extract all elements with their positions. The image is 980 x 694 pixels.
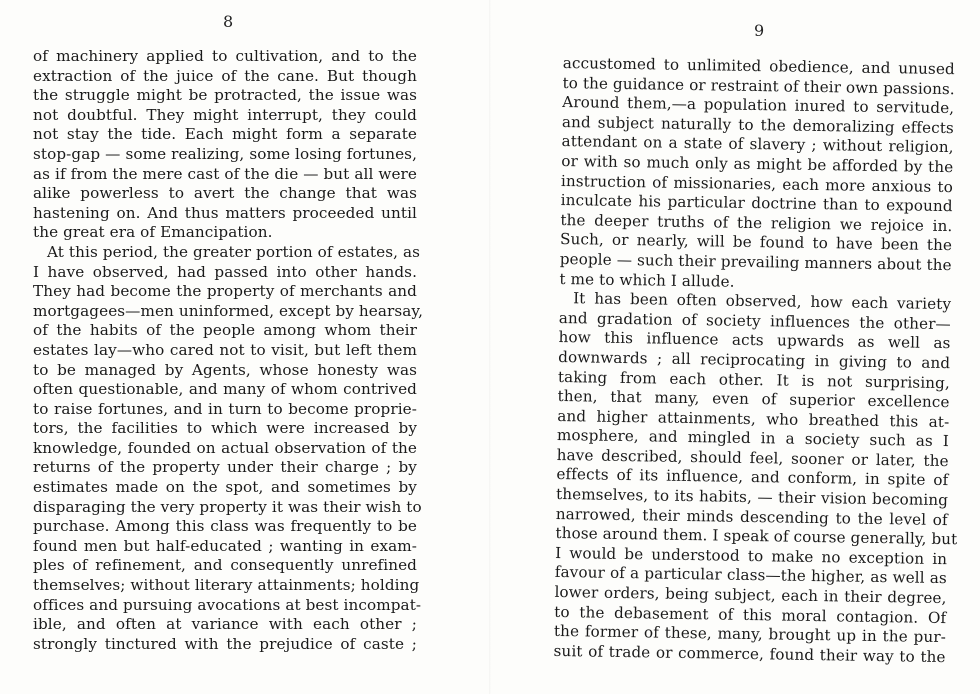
right-page-text-line: instruction of missionaries, each more anxious to [560, 171, 954, 196]
left-page-text-line: estates lay—who cared not to visit, but left them [33, 340, 417, 359]
left-page-text-line: to be managed by Agents, whose honesty was [33, 360, 417, 379]
right-page-text-line: inculcate his particular doctrine than to expound [560, 191, 953, 216]
right-page-text [553, 54, 958, 667]
left-page-text-line: to raise fortunes, and in turn to become proprie- [33, 399, 417, 418]
right-page-text-line: those around them. I speak of course generally, but [555, 524, 958, 549]
right-page-text-line: effects of its influence, and conform, in spite of [556, 465, 949, 490]
right-page-text-line: people — such their prevailing manners about the [559, 249, 952, 275]
right-page-text-line: downwards ; all reciprocating in giving to and [558, 347, 951, 373]
right-page-text-line: suit of trade or commerce, found their way to the [553, 641, 946, 666]
right-page-number: 9 [754, 21, 765, 40]
left-page-text-line: hastening on. And thus matters proceeded until [33, 203, 417, 222]
left-page-text-line: the great era of Emancipation. [33, 223, 273, 242]
left-page-text-line: They had become the property of merchants and [33, 282, 417, 301]
right-page-text-line: favour of a particular class—the higher, as well as [554, 563, 947, 588]
left-page-text-line: extraction of the juice of the cane. But though [33, 66, 417, 85]
right-page-text-line: to the guidance or restraint of their own passions. [562, 73, 955, 98]
right-page-text-line: taking from each other. It is not surprising, [557, 367, 951, 392]
left-page-text-line: mortgagees—men uninformed, except by hearsay, [33, 301, 424, 320]
left-page-text-line: the struggle might be protracted, the issue was [33, 86, 417, 105]
right-page-text-line: to the debasement of this moral contagion. Of [554, 602, 947, 627]
left-page-text-line: estimates made on the spot, and sometimes by [33, 478, 417, 497]
right-page-text-line: I would be understood to make no exception in [555, 543, 948, 568]
left-page-text-line: as if from the mere cast of the die — but all were [33, 164, 417, 183]
left-page-text-line: tors, the facilities to which were increased by [33, 419, 417, 438]
left-page-text-line: At this period, the greater portion of estates, as [47, 242, 421, 261]
right-page-text-line: and higher attainments, who breathed this at- [557, 406, 950, 431]
right-page-text-line: the deeper truths of the religion we rejoice in. [560, 210, 953, 235]
left-page-number: 8 [223, 12, 234, 31]
right-page-text-line: and gradation of society influences the other— [558, 308, 951, 333]
right-page-text-line: mosphere, and mingled in a society such as I [556, 426, 950, 451]
right-page-text-line: lower orders, being subject, each in their degree, [554, 582, 947, 608]
right-page-text-line: themselves, to its habits, — their vision becoming [555, 485, 949, 510]
right-page-text-line: then, that many, even of superior excellence [557, 387, 950, 412]
left-page-text-line: not doubtful. They might interrupt, they could [33, 105, 417, 124]
right-page-text-line: attendant on a state of slavery ; without religion, [561, 132, 954, 157]
left-page-text-line: I have observed, had passed into other hands. [33, 262, 417, 281]
left-page-text-line: of machinery applied to cultivation, and to the [33, 47, 417, 65]
right-page-text-line: or with so much only as might be afforded by the [561, 151, 954, 177]
left-page-text-line: not stay the tide. Each might form a separate [33, 125, 417, 144]
right-page-text-line: the former of these, many, brought up in the pur- [553, 622, 947, 647]
left-page-text-line: themselves; without literary attainments; holding [33, 576, 420, 595]
right-page-text-line: have described, should feel, sooner or later, the [556, 445, 949, 470]
right-page-text-line: how this influence acts upwards as well as [558, 328, 951, 353]
left-page-text-line: of the habits of the people among whom their [33, 321, 417, 340]
left-page-text-line: often questionable, and many of whom contrived [33, 380, 417, 399]
right-page-text-line: accustomed to unlimited obedience, and unused [562, 54, 955, 79]
left-page-text-line: ible, and often at variance with each other ; [33, 615, 417, 634]
left-page-text-line: knowledge, founded on actual observation of the [33, 438, 417, 457]
left-page-text-line: purchase. Among this class was frequently to be [33, 517, 417, 536]
left-page-text-line: disparaging the very property it was their wish to [33, 497, 422, 516]
left-page-text-line: offices and pursuing avocations at best incompat- [33, 595, 422, 614]
right-page-text-line: It has been often observed, how each variety [573, 289, 952, 314]
left-page-text [33, 47, 424, 654]
right-page-text-line: t me to which I allude. [559, 269, 735, 291]
left-page-text-line: found men but half-educated ; wanting in exam- [33, 536, 417, 555]
right-page-text-line: narrowed, their minds descending to the level of [555, 504, 948, 529]
left-page-text-line: strongly tinctured with the prejudice of caste ; [33, 634, 417, 653]
left-page-text-line: ples of refinement, and consequently unrefined [33, 556, 417, 575]
left-page-text-line: alike powerless to avert the change that was [33, 184, 417, 203]
right-page-text-line: and subject naturally to the demoralizing effects [561, 112, 955, 137]
right-page-text-line: Around them,—a population inured to servitude, [562, 93, 955, 118]
left-page-text-line: stop-gap — some realizing, some losing fortunes, [33, 144, 417, 163]
right-page-text-line: Such, or nearly, will be found to have been the [559, 230, 953, 255]
left-page-text-line: returns of the property under their charge ; by [33, 458, 417, 477]
right-page [490, 0, 980, 694]
